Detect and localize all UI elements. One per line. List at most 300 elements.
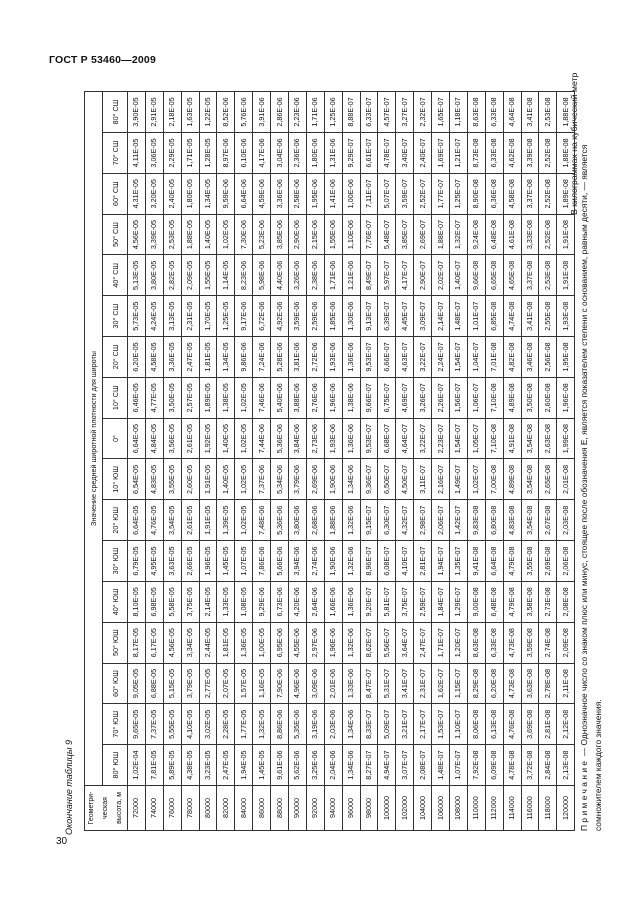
density-cell: 8,23E-06 <box>235 255 253 296</box>
density-cell: 1,54E-07 <box>450 418 468 459</box>
density-cell: 4,56E-05 <box>128 214 146 255</box>
density-cell: 1,96E-06 <box>324 377 342 418</box>
density-cell: 3,46E-08 <box>521 337 539 378</box>
density-cell: 2,52E-07 <box>414 173 432 214</box>
density-cell: 8,90E-08 <box>467 173 485 214</box>
density-cell: 2,90E-07 <box>414 255 432 296</box>
altitude-header: Геометри-ческая высота, м <box>85 786 128 831</box>
density-cell: 4,10E-05 <box>181 704 199 745</box>
density-cell: 4,91E-08 <box>503 418 521 459</box>
density-cell: 1,36E-06 <box>342 581 360 622</box>
density-cell: 7,92E-08 <box>467 745 485 786</box>
density-cell: 9,65E-05 <box>128 704 146 745</box>
density-cell: 5,56E-07 <box>378 622 396 663</box>
density-cell: 2,57E-05 <box>181 377 199 418</box>
density-cell: 6,20E-08 <box>485 663 503 704</box>
density-cell: 3,26E-06 <box>289 255 307 296</box>
density-cell: 9,36E-07 <box>360 459 378 500</box>
density-cell: 1,06E-07 <box>467 377 485 418</box>
density-cell: 1,02E-05 <box>217 214 235 255</box>
latitude-header: 30° ЮШ <box>103 541 128 582</box>
density-cell: 1,34E-06 <box>342 704 360 745</box>
density-cell: 1,88E-05 <box>181 214 199 255</box>
density-cell: 3,81E-06 <box>289 337 307 378</box>
density-cell: 7,46E-06 <box>253 377 271 418</box>
density-cell: 6,54E-05 <box>128 459 146 500</box>
density-cell: 3,54E-05 <box>163 500 181 541</box>
density-cell: 4,84E-05 <box>145 418 163 459</box>
altitude-cell: 80000 <box>199 786 217 831</box>
density-cell: 3,75E-07 <box>396 581 414 622</box>
density-cell: 4,40E-06 <box>271 255 289 296</box>
density-cell: 6,48E-08 <box>485 581 503 622</box>
density-cell: 3,07E-07 <box>396 745 414 786</box>
density-cell: 1,01E-07 <box>467 296 485 337</box>
density-cell: 2,14E-05 <box>199 581 217 622</box>
density-cell: 1,93E-06 <box>324 337 342 378</box>
density-cell: 4,73E-08 <box>503 663 521 704</box>
density-cell: 2,81E-07 <box>414 541 432 582</box>
table-row <box>342 92 360 831</box>
density-cell: 3,54E-08 <box>521 500 539 541</box>
density-cell: 5,76E-06 <box>235 92 253 133</box>
table-row <box>235 92 253 831</box>
density-cell: 2,74E-06 <box>306 541 324 582</box>
density-cell: 1,33E-05 <box>217 581 235 622</box>
density-cell: 1,25E-05 <box>217 296 235 337</box>
density-cell: 2,15E-06 <box>306 214 324 255</box>
density-cell: 8,49E-07 <box>360 255 378 296</box>
density-cell: 2,86E-06 <box>271 92 289 133</box>
document-header: ГОСТ Р 53460—2009 <box>49 54 157 66</box>
latitude-header: 80° СШ <box>103 92 128 133</box>
density-cell: 1,70E-05 <box>199 296 217 337</box>
density-cell: 2,47E-05 <box>181 337 199 378</box>
density-cell: 3,84E-06 <box>289 418 307 459</box>
density-cell: 6,33E-08 <box>485 92 503 133</box>
density-cell: 2,06E-07 <box>432 500 450 541</box>
density-cell: 2,97E-06 <box>306 622 324 663</box>
density-cell: 2,84E-08 <box>539 745 557 786</box>
density-cell: 3,23E-05 <box>199 745 217 786</box>
density-cell: 2,67E-08 <box>539 500 557 541</box>
density-cell: 2,66E-05 <box>181 541 199 582</box>
altitude-cell: 108000 <box>450 786 468 831</box>
density-cell: 3,33E-08 <box>521 214 539 255</box>
density-cell: 1,21E-07 <box>450 133 468 174</box>
density-cell: 3,09E-07 <box>414 296 432 337</box>
density-cell: 1,71E-07 <box>432 622 450 663</box>
density-cell: 4,45E-07 <box>396 296 414 337</box>
density-cell: 4,20E-06 <box>289 581 307 622</box>
density-cell: 5,48E-07 <box>378 214 396 255</box>
density-cell: 2,78E-08 <box>539 663 557 704</box>
density-cell: 5,81E-07 <box>378 581 396 622</box>
density-cell: 1,96E-06 <box>324 622 342 663</box>
density-cell: 2,73E-08 <box>539 581 557 622</box>
density-cell: 6,20E-05 <box>128 337 146 378</box>
density-cell: 1,96E-05 <box>199 541 217 582</box>
density-cell: 3,27E-07 <box>396 92 414 133</box>
density-cell: 4,76E-05 <box>145 500 163 541</box>
density-cell: 5,07E-07 <box>378 173 396 214</box>
density-cell: 9,29E-07 <box>342 133 360 174</box>
density-cell: 3,59E-07 <box>396 173 414 214</box>
density-cell: 1,40E-05 <box>217 418 235 459</box>
density-cell: 6,64E-06 <box>235 173 253 214</box>
density-cell: 1,18E-07 <box>450 92 468 133</box>
density-cell: 5,58E-05 <box>163 581 181 622</box>
density-cell: 2,40E-05 <box>163 173 181 214</box>
altitude-cell: 72000 <box>128 786 146 831</box>
density-cell: 2,16E-07 <box>432 459 450 500</box>
density-cell: 9,20E-07 <box>360 581 378 622</box>
density-cell: 6,65E-08 <box>485 255 503 296</box>
table-row <box>271 92 289 831</box>
density-cell: 9,86E-06 <box>235 337 253 378</box>
density-cell: 4,79E-08 <box>503 581 521 622</box>
density-cell: 2,81E-08 <box>539 704 557 745</box>
density-cell: 5,89E-05 <box>163 745 181 786</box>
density-cell: 2,68E-06 <box>306 500 324 541</box>
density-cell: 3,39E-05 <box>145 214 163 255</box>
density-cell: 1,88E-08 <box>557 133 575 174</box>
density-cell: 1,38E-06 <box>342 377 360 418</box>
density-cell: 4,95E-05 <box>145 541 163 582</box>
density-cell: 2,53E-05 <box>163 214 181 255</box>
density-cell: 7,37E-06 <box>253 459 271 500</box>
density-cell: 2,18E-05 <box>163 92 181 133</box>
latitude-header: 60° СШ <box>103 173 128 214</box>
density-cell: 4,82E-08 <box>503 337 521 378</box>
density-cell: 4,50E-07 <box>396 459 414 500</box>
density-cell: 4,17E-07 <box>396 255 414 296</box>
density-cell: 2,38E-06 <box>306 255 324 296</box>
altitude-cell: 118000 <box>539 786 557 831</box>
latitude-header: 70° ЮШ <box>103 704 128 745</box>
density-cell: 1,40E-05 <box>217 459 235 500</box>
density-cell: 1,34E-06 <box>342 459 360 500</box>
density-cell: 2,69E-06 <box>306 459 324 500</box>
density-cell: 2,69E-08 <box>539 541 557 582</box>
density-cell: 7,81E-05 <box>145 745 163 786</box>
density-cell: 3,63E-08 <box>521 663 539 704</box>
table-row <box>432 92 450 831</box>
density-cell: 1,69E-07 <box>432 133 450 174</box>
density-cell: 3,75E-05 <box>181 581 199 622</box>
density-cell: 6,73E-06 <box>271 581 289 622</box>
density-cell: 3,56E-05 <box>163 418 181 459</box>
density-cell: 5,73E-05 <box>128 296 146 337</box>
density-cell: 3,37E-08 <box>521 255 539 296</box>
density-cell: 6,61E-07 <box>360 133 378 174</box>
altitude-cell: 84000 <box>235 786 253 831</box>
density-cell: 9,13E-07 <box>360 296 378 337</box>
density-cell: 4,31E-05 <box>128 173 146 214</box>
density-cell: 2,32E-07 <box>414 92 432 133</box>
density-cell: 2,98E-07 <box>414 500 432 541</box>
latitude-header: 50° СШ <box>103 214 128 255</box>
density-cell: 1,32E-07 <box>450 214 468 255</box>
altitude-cell: 104000 <box>414 786 432 831</box>
density-cell: 3,36E-05 <box>163 337 181 378</box>
density-cell: 3,63E-05 <box>163 541 181 582</box>
altitude-cell: 106000 <box>432 786 450 831</box>
density-cell: 1,66E-06 <box>324 581 342 622</box>
density-cell: 6,10E-06 <box>235 133 253 174</box>
density-cell: 4,58E-05 <box>145 337 163 378</box>
density-cell: 4,63E-07 <box>396 337 414 378</box>
density-cell: 1,42E-07 <box>450 500 468 541</box>
density-cell: 2,61E-05 <box>181 500 199 541</box>
density-cell: 4,38E-05 <box>181 745 199 786</box>
density-cell: 2,77E-05 <box>199 663 217 704</box>
density-cell: 2,12E-08 <box>557 704 575 745</box>
latitude-header: 40° ЮШ <box>103 581 128 622</box>
density-cell: 6,13E-08 <box>485 704 503 745</box>
density-cell: 1,90E-06 <box>324 541 342 582</box>
density-cell: 3,50E-08 <box>521 377 539 418</box>
density-cell: 3,79E-05 <box>181 663 199 704</box>
altitude-cell: 120000 <box>557 786 575 831</box>
altitude-cell: 102000 <box>396 786 414 831</box>
density-cell: 9,00E-08 <box>467 581 485 622</box>
density-cell: 3,54E-08 <box>521 459 539 500</box>
table-row <box>306 92 324 831</box>
density-cell: 2,44E-05 <box>199 622 217 663</box>
density-cell: 9,41E-08 <box>467 541 485 582</box>
density-cell: 1,07E-05 <box>235 541 253 582</box>
density-cell: 1,55E-05 <box>199 255 217 296</box>
altitude-cell: 94000 <box>324 786 342 831</box>
density-cell: 6,98E-05 <box>145 581 163 622</box>
density-cell: 1,32E-05 <box>253 704 271 745</box>
altitude-cell: 112000 <box>485 786 503 831</box>
density-cell: 1,32E-06 <box>342 500 360 541</box>
density-cell: 2,29E-05 <box>163 133 181 174</box>
density-cell: 1,92E-05 <box>199 418 217 459</box>
density-cell: 1,33E-06 <box>342 663 360 704</box>
density-cell: 2,47E-05 <box>217 745 235 786</box>
density-cell: 3,37E-08 <box>521 173 539 214</box>
altitude-cell: 82000 <box>217 786 235 831</box>
table-row <box>145 92 163 831</box>
density-cell: 6,48E-08 <box>485 214 503 255</box>
density-cell: 2,74E-08 <box>539 622 557 663</box>
table-row <box>163 92 181 831</box>
table-row <box>360 92 378 831</box>
density-cell: 2,59E-07 <box>414 581 432 622</box>
density-cell: 9,05E-05 <box>128 663 146 704</box>
density-cell: 3,36E-06 <box>271 173 289 214</box>
density-cell: 3,85E-07 <box>396 214 414 255</box>
density-cell: 1,45E-05 <box>217 541 235 582</box>
density-cell: 2,31E-07 <box>414 663 432 704</box>
density-cell: 1,49E-07 <box>450 459 468 500</box>
density-cell: 9,53E-07 <box>360 418 378 459</box>
density-cell: 1,35E-07 <box>450 541 468 582</box>
latitude-header: 50° ЮШ <box>103 622 128 663</box>
density-cell: 1,85E-06 <box>324 296 342 337</box>
density-cell: 3,88E-06 <box>289 377 307 418</box>
density-cell: 3,64E-07 <box>396 622 414 663</box>
density-cell: 2,01E-08 <box>557 459 575 500</box>
density-cell: 6,68E-07 <box>378 418 396 459</box>
density-cell: 2,82E-05 <box>163 255 181 296</box>
density-cell: 2,56E-08 <box>539 337 557 378</box>
density-cell: 1,71E-06 <box>306 92 324 133</box>
density-cell: 3,20E-05 <box>145 173 163 214</box>
density-cell: 1,96E-08 <box>557 377 575 418</box>
density-cell: 3,90E-05 <box>128 92 146 133</box>
density-cell: 7,48E-06 <box>253 500 271 541</box>
density-cell: 5,15E-05 <box>163 663 181 704</box>
density-cell: 3,25E-06 <box>306 745 324 786</box>
density-cell: 2,08E-08 <box>557 581 575 622</box>
latitude-header: 0° <box>103 418 128 459</box>
density-cell: 8,52E-06 <box>217 92 235 133</box>
density-cell: 2,14E-07 <box>432 296 450 337</box>
density-cell: 1,02E-05 <box>235 459 253 500</box>
density-cell: 1,02E-07 <box>467 459 485 500</box>
table-row <box>324 92 342 831</box>
density-cell: 1,34E-06 <box>342 745 360 786</box>
density-cell: 1,95E-08 <box>557 337 575 378</box>
density-cell: 4,62E-08 <box>503 133 521 174</box>
density-cell: 1,25E-06 <box>324 92 342 133</box>
note-text: — Одноэначное число со знаком плюс или минус, стоящее после обозначения Е, является показателем степени с основанием, равным десяти, — является сомножителем каждого значения. <box>579 144 603 831</box>
altitude-cell: 116000 <box>521 786 539 831</box>
density-cell: 9,17E-06 <box>235 296 253 337</box>
density-cell: 7,44E-06 <box>253 418 271 459</box>
density-cell: 3,04E-06 <box>271 133 289 174</box>
density-cell: 8,97E-06 <box>217 133 235 174</box>
altitude-cell: 76000 <box>163 786 181 831</box>
latitude-header: 80° ЮШ <box>103 745 128 786</box>
density-cell: 1,80E-05 <box>181 173 199 214</box>
density-cell: 1,36E-06 <box>342 418 360 459</box>
density-cell: 1,22E-05 <box>199 92 217 133</box>
density-cell: 1,29E-07 <box>450 581 468 622</box>
density-cell: 3,34E-05 <box>181 622 199 663</box>
density-cell: 4,59E-06 <box>253 173 271 214</box>
density-cell: 2,47E-07 <box>414 622 432 663</box>
density-cell: 8,63E-08 <box>467 622 485 663</box>
density-cell: 5,36E-06 <box>271 500 289 541</box>
density-cell: 3,79E-06 <box>289 459 307 500</box>
density-cell: 2,72E-06 <box>306 337 324 378</box>
density-cell: 2,09E-05 <box>181 255 199 296</box>
density-table <box>84 91 575 831</box>
density-cell: 2,40E-07 <box>414 133 432 174</box>
density-cell: 2,23E-07 <box>432 418 450 459</box>
density-cell: 4,56E-05 <box>163 622 181 663</box>
density-cell: 5,31E-07 <box>378 663 396 704</box>
density-cell: 3,22E-07 <box>414 337 432 378</box>
table-row <box>396 92 414 831</box>
density-cell: 1,28E-05 <box>199 133 217 174</box>
density-cell: 9,61E-06 <box>271 745 289 786</box>
density-cell: 1,07E-07 <box>450 745 468 786</box>
density-cell: 2,07E-05 <box>217 663 235 704</box>
density-cell: 4,83E-05 <box>145 459 163 500</box>
density-cell: 8,17E-05 <box>128 622 146 663</box>
density-cell: 5,55E-05 <box>163 704 181 745</box>
density-cell: 1,93E-06 <box>324 418 342 459</box>
density-cell: 3,22E-07 <box>414 418 432 459</box>
table-row <box>199 92 217 831</box>
density-cell: 5,35E-06 <box>289 704 307 745</box>
table-row <box>253 92 271 831</box>
density-cell: 2,60E-05 <box>181 459 199 500</box>
density-cell: 4,73E-08 <box>503 622 521 663</box>
density-cell: 2,60E-08 <box>539 377 557 418</box>
density-cell: 4,64E-07 <box>396 418 414 459</box>
density-cell: 1,40E-05 <box>199 214 217 255</box>
density-cell: 6,09E-08 <box>485 745 503 786</box>
table-body <box>128 92 575 831</box>
density-cell: 1,54E-07 <box>450 337 468 378</box>
density-cell: 4,10E-07 <box>396 541 414 582</box>
density-cell: 8,86E-06 <box>271 704 289 745</box>
density-cell: 1,41E-06 <box>324 173 342 214</box>
density-cell: 1,21E-06 <box>342 255 360 296</box>
density-cell: 1,91E-05 <box>199 459 217 500</box>
density-cell: 3,55E-08 <box>521 541 539 582</box>
density-cell: 1,16E-05 <box>253 663 271 704</box>
density-cell: 1,20E-07 <box>450 622 468 663</box>
density-cell: 8,88E-07 <box>342 92 360 133</box>
density-cell: 1,30E-06 <box>342 296 360 337</box>
density-cell: 3,40E-07 <box>396 133 414 174</box>
table-caption: Окончание таблицы 9 <box>64 740 74 835</box>
altitude-cell: 98000 <box>360 786 378 831</box>
density-cell: 2,23E-06 <box>289 92 307 133</box>
density-cell: 1,94E-05 <box>235 745 253 786</box>
density-cell: 8,63E-08 <box>467 92 485 133</box>
density-cell: 2,17E-07 <box>414 704 432 745</box>
density-cell: 1,02E-05 <box>235 377 253 418</box>
density-cell: 1,84E-07 <box>432 581 450 622</box>
table-row <box>289 92 307 831</box>
table-row <box>181 92 199 831</box>
density-cell: 1,25E-07 <box>450 173 468 214</box>
density-cell: 2,63E-08 <box>539 418 557 459</box>
density-cell: 3,58E-08 <box>521 581 539 622</box>
density-cell: 4,76E-08 <box>503 704 521 745</box>
density-cell: 4,17E-06 <box>253 133 271 174</box>
density-cell: 4,83E-08 <box>503 500 521 541</box>
table-row <box>467 92 485 831</box>
density-cell: 9,83E-08 <box>467 500 485 541</box>
density-cell: 4,89E-08 <box>503 459 521 500</box>
altitude-cell: 86000 <box>253 786 271 831</box>
density-cell: 4,92E-06 <box>271 296 289 337</box>
altitude-cell: 96000 <box>342 786 360 831</box>
density-cell: 4,65E-08 <box>503 255 521 296</box>
density-cell: 3,55E-05 <box>163 459 181 500</box>
density-cell: 7,90E-06 <box>271 663 289 704</box>
density-cell: 1,71E-06 <box>324 255 342 296</box>
density-cell: 3,02E-05 <box>199 704 217 745</box>
density-cell: 6,66E-07 <box>378 337 396 378</box>
density-cell: 9,53E-07 <box>360 337 378 378</box>
density-cell: 7,10E-08 <box>485 377 503 418</box>
density-cell: 2,73E-06 <box>306 418 324 459</box>
density-cell: 1,34E-05 <box>199 173 217 214</box>
density-cell: 4,64E-08 <box>503 92 521 133</box>
density-cell: 3,50E-05 <box>163 377 181 418</box>
